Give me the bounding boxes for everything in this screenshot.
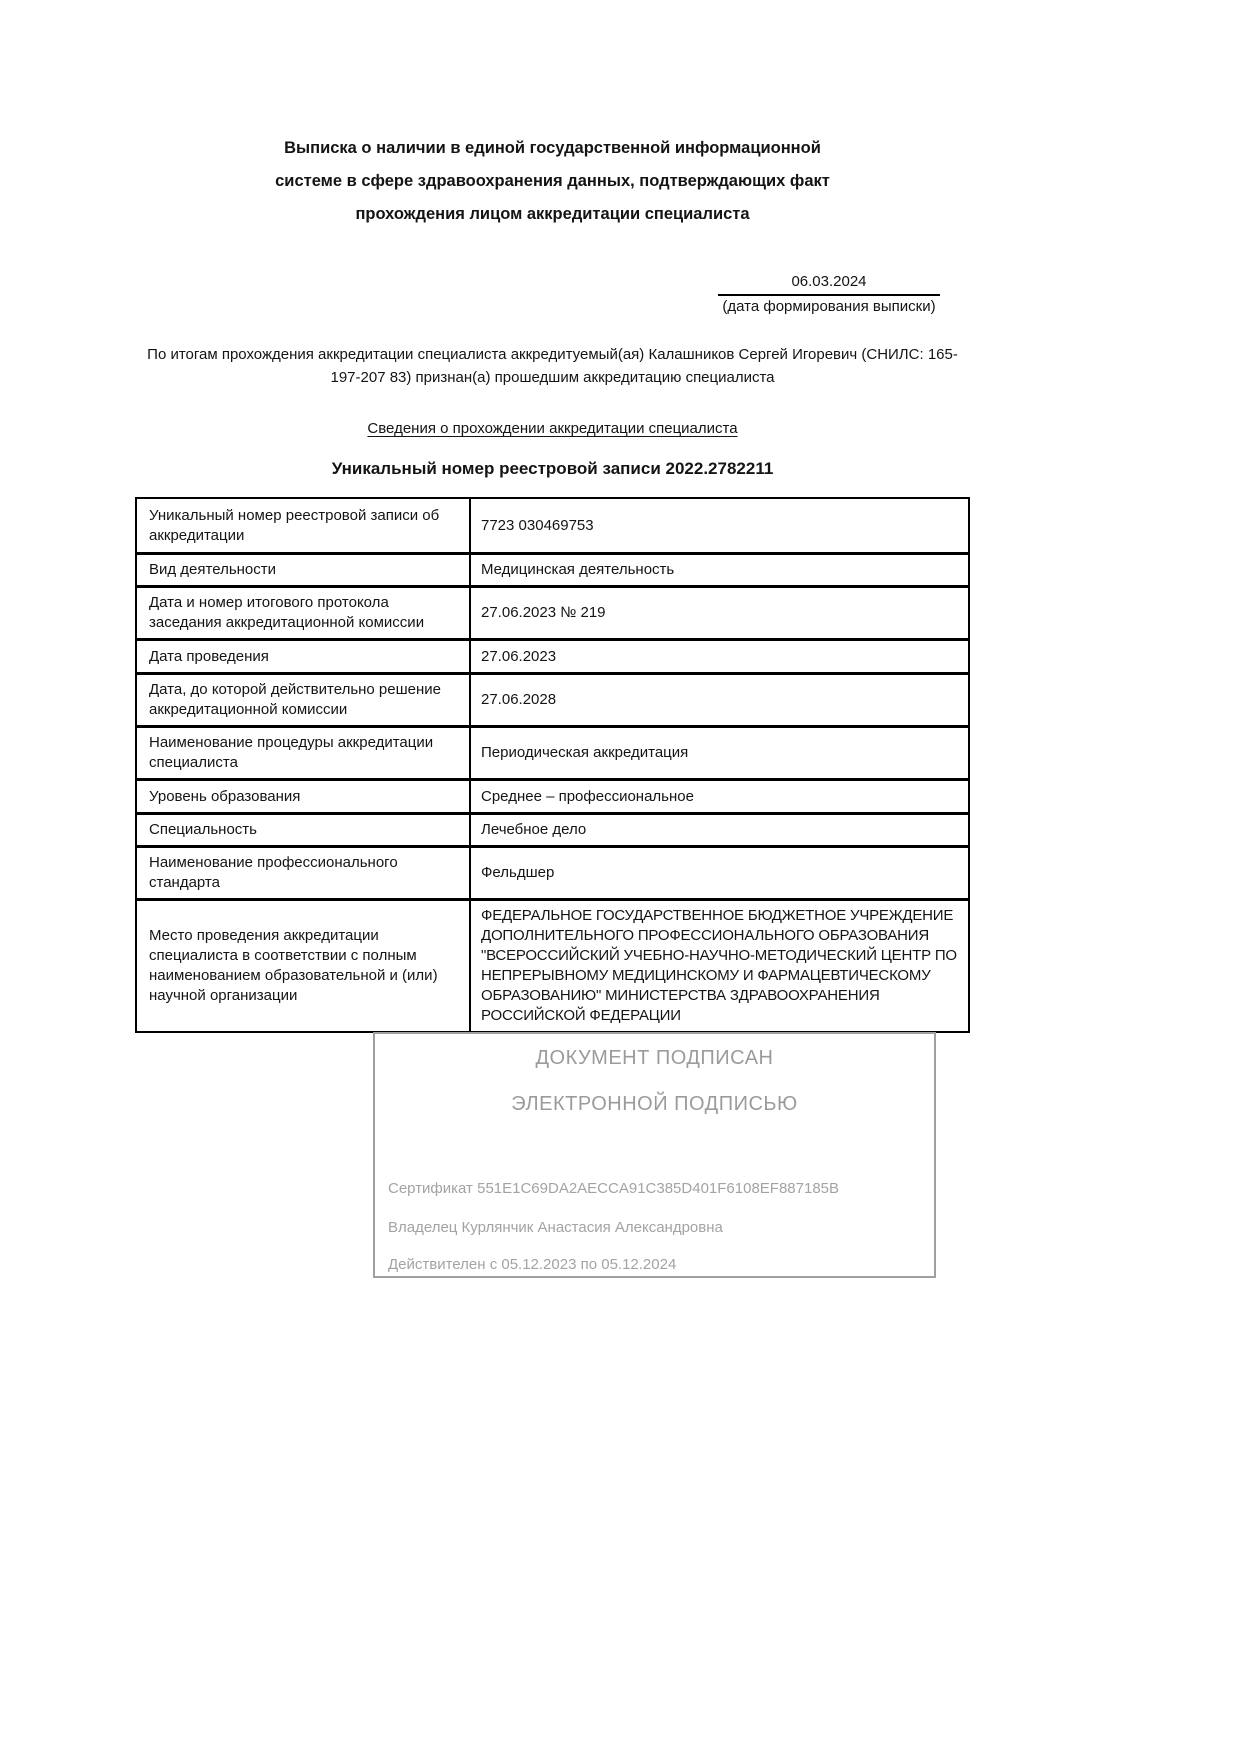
row-value: Среднее – профессиональное (481, 787, 694, 805)
row-value: ФЕДЕРАЛЬНОЕ ГОСУДАРСТВЕННОЕ БЮДЖЕТНОЕ УЧРЕЖДЕНИЕ ДОПОЛНИТЕЛЬНОГО ПРОФЕССИОНАЛЬНОГО ОБРАЗОВАНИЯ "ВСЕРОССИЙСКИЙ УЧЕБНО-НАУЧНО-МЕТОДИЧЕСКИЙ ЦЕНТР ПО НЕПРЕРЫВНОМУ МЕДИЦИНСКОМУ И ФАРМАЦЕВТИЧЕСКОМУ ОБРАЗОВАНИЮ" МИНИСТЕРСТВА ЗДРАВООХРАНЕНИЯ РОССИЙСКОЙ ФЕДЕРАЦИИ (481, 907, 957, 1024)
table-row (137, 725, 968, 778)
row-value: Периодическая аккредитация (481, 744, 689, 761)
row-value: 27.06.2023 № 219 (481, 604, 606, 621)
row-label: Уровень образования (137, 781, 471, 812)
accreditation-statement: По итогам прохождения аккредитации специалиста аккредитуемый(ая) Калашников Сергей Игоревич (СНИЛС: 165-197-207 83) признан(а) прошедшим аккредитацию специалиста (147, 346, 958, 386)
table-row (137, 638, 968, 672)
signature-title-line-1: ДОКУМЕНТ ПОДПИСАН (535, 1047, 774, 1069)
extract-date: 06.03.2024 (718, 273, 940, 296)
table-row (137, 672, 968, 725)
signature-title-line-2: ЭЛЕКТРОННОЙ ПОДПИСЬЮ (511, 1093, 798, 1115)
row-value: 27.06.2028 (481, 691, 557, 708)
row-value: Лечебное дело (481, 821, 587, 838)
signature-owner: Владелец Курлянчик Анастасия Александровна (388, 1219, 723, 1236)
extract-date-caption: (дата формирования выписки) (722, 298, 936, 315)
row-label: Вид деятельности (137, 555, 471, 585)
document-title-line-3: прохождения лицом аккредитации специалиста (355, 205, 750, 223)
row-label: Уникальный номер реестровой записи об аккредитации (137, 499, 471, 552)
row-label: Наименование профессионального стандарта (137, 848, 471, 898)
document-content (135, 0, 970, 1755)
row-label: Дата проведения (137, 641, 471, 672)
electronic-signature-stamp (373, 1032, 936, 1278)
signature-certificate: Сертификат 551E1C69DA2AECCA91C385D401F6108EF887185B (388, 1180, 840, 1197)
row-label: Дата и номер итогового протокола заседания аккредитационной комиссии (137, 588, 471, 638)
table-row (137, 778, 968, 812)
table-row (137, 552, 968, 585)
row-label: Наименование процедуры аккредитации специалиста (137, 728, 471, 778)
document-title-line-1: Выписка о наличии в единой государственной информационной (284, 139, 821, 157)
row-value: Медицинская деятельность (481, 561, 675, 578)
signature-validity: Действителен с 05.12.2023 по 05.12.2024 (388, 1256, 677, 1273)
row-value: Фельдшер (481, 864, 555, 881)
row-value: 27.06.2023 (481, 647, 557, 665)
table-row (137, 845, 968, 898)
table-row (137, 585, 968, 638)
accreditation-table (135, 497, 970, 1033)
table-row (137, 812, 968, 845)
record-number-heading: Уникальный номер реестровой записи 2022.2782211 (331, 459, 774, 478)
row-label: Место проведения аккредитации специалиста в соответствии с полным наименованием образовательной и (или) научной организации (137, 901, 471, 1031)
document-title (135, 132, 970, 231)
section-heading: Сведения о прохождении аккредитации специалиста (367, 420, 738, 437)
row-label: Дата, до которой действительно решение аккредитационной комиссии (137, 675, 471, 725)
row-value: 7723 030469753 (481, 516, 594, 534)
extract-date-block (718, 273, 940, 316)
document-title-line-2: системе в сфере здравоохранения данных, подтверждающих факт (275, 172, 830, 190)
table-row (137, 898, 968, 1031)
row-label: Специальность (137, 815, 471, 845)
table-row (137, 499, 968, 552)
